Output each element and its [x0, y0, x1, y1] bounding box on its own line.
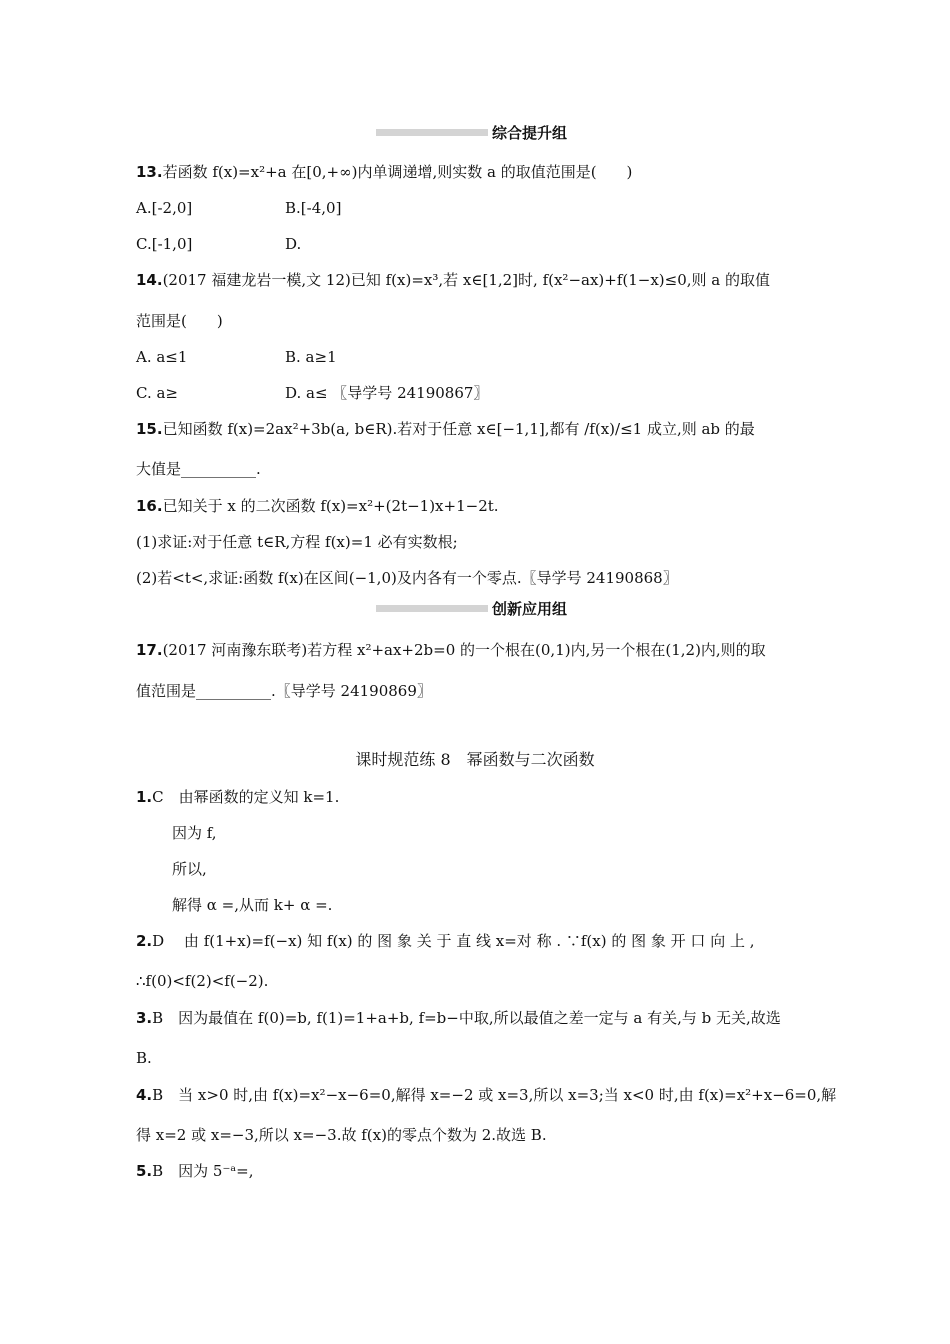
- q13-option-b: B.[-4,0]: [285, 199, 342, 217]
- q13-option-a: A.[-2,0]: [136, 199, 193, 217]
- section-title: 综合提升组: [492, 124, 568, 142]
- q14-option-c: C. a≥: [136, 384, 178, 402]
- q16-part-2: (2)若<t<,求证:函数 f(x)在区间(−1,0)及内各有一个零点.〖导学号 24190868〗: [136, 569, 678, 587]
- question-16: [136, 496, 499, 516]
- question-text: (2017 河南豫东联考)若方程 x²+ax+2b=0 的一个根在(0,1)内,另一个根在(1,2)内,则的取: [162, 641, 766, 659]
- question-number: 17.: [136, 641, 163, 659]
- answer-1-line-3: 所以,: [172, 860, 207, 878]
- answer-number: 5.: [136, 1162, 153, 1180]
- question-13: [136, 162, 632, 182]
- answer-text: B 因为 5⁻ᵃ=,: [152, 1162, 254, 1180]
- question-number: 13.: [136, 163, 163, 181]
- q14-option-a: A. a≤1: [136, 348, 188, 366]
- answers-title: 课时规范练 8 幂函数与二次函数: [355, 750, 595, 769]
- answer-2: [136, 931, 755, 951]
- answer-2-cont: ∴f(0)<f(2)<f(−2).: [136, 972, 269, 990]
- answer-text: D 由 f(1+x)=f(−x) 知 f(x) 的 图 象 关 于 直 线 x=对 称 . ∵f(x) 的 图 象 开 口 向 上 ,: [152, 932, 755, 950]
- answer-4: [136, 1085, 836, 1105]
- section-title: 创新应用组: [492, 600, 568, 618]
- answer-1: [136, 787, 339, 807]
- answer-1-line-2: 因为 f,: [172, 824, 217, 842]
- section-header-comprehensive: [376, 122, 636, 144]
- answer-text: B 因为最值在 f(0)=b, f(1)=1+a+b, f=b−中取,所以最值之差一定与 a 有关,与 b 无关,故选: [152, 1009, 781, 1027]
- q14-option-b: B. a≥1: [285, 348, 337, 366]
- q15-text-cont: 大值是__________.: [136, 460, 261, 478]
- question-text: 已知函数 f(x)=2ax²+3b(a, b∈R).若对于任意 x∈[−1,1],都有 /f(x)/≤1 成立,则 ab 的最: [162, 420, 755, 438]
- question-text: (2017 福建龙岩一模,文 12)已知 f(x)=x³,若 x∈[1,2]时, f(x²−ax)+f(1−x)≤0,则 a 的取值: [162, 271, 771, 289]
- answer-1-line-4: 解得 α =,从而 k+ α =.: [172, 896, 333, 914]
- q14-option-d: D. a≤ 〖导学号 24190867〗: [285, 384, 489, 402]
- question-17: [136, 640, 766, 660]
- answer-number: 2.: [136, 932, 153, 950]
- section-header-innovation: [376, 598, 636, 620]
- question-number: 16.: [136, 497, 163, 515]
- q13-option-c: C.[-1,0]: [136, 235, 193, 253]
- section-bar: [376, 129, 488, 136]
- question-text: 已知关于 x 的二次函数 f(x)=x²+(2t−1)x+1−2t.: [162, 497, 499, 515]
- answer-5: [136, 1161, 254, 1181]
- answer-4-cont: 得 x=2 或 x=−3,所以 x=−3.故 f(x)的零点个数为 2.故选 B.: [136, 1126, 547, 1144]
- answer-3-cont: B.: [136, 1049, 152, 1067]
- q17-text-cont: 值范围是__________.〖导学号 24190869〗: [136, 682, 432, 700]
- question-15: [136, 419, 755, 439]
- question-number: 14.: [136, 271, 163, 289]
- q14-text-cont: 范围是( ): [136, 312, 223, 330]
- section-bar: [376, 605, 488, 612]
- question-14: [136, 270, 770, 290]
- answer-number: 1.: [136, 788, 153, 806]
- answer-number: 4.: [136, 1086, 153, 1104]
- question-number: 15.: [136, 420, 163, 438]
- q13-option-d: D.: [285, 235, 302, 253]
- question-text: 若函数 f(x)=x²+a 在[0,+∞)内单调递增,则实数 a 的取值范围是( ): [162, 163, 633, 181]
- answer-text: B 当 x>0 时,由 f(x)=x²−x−6=0,解得 x=−2 或 x=3,所以 x=3;当 x<0 时,由 f(x)=x²+x−6=0,解: [152, 1086, 837, 1104]
- answer-number: 3.: [136, 1009, 153, 1027]
- answer-3: [136, 1008, 781, 1028]
- q16-part-1: (1)求证:对于任意 t∈R,方程 f(x)=1 必有实数根;: [136, 533, 458, 551]
- answer-text: C 由幂函数的定义知 k=1.: [152, 788, 340, 806]
